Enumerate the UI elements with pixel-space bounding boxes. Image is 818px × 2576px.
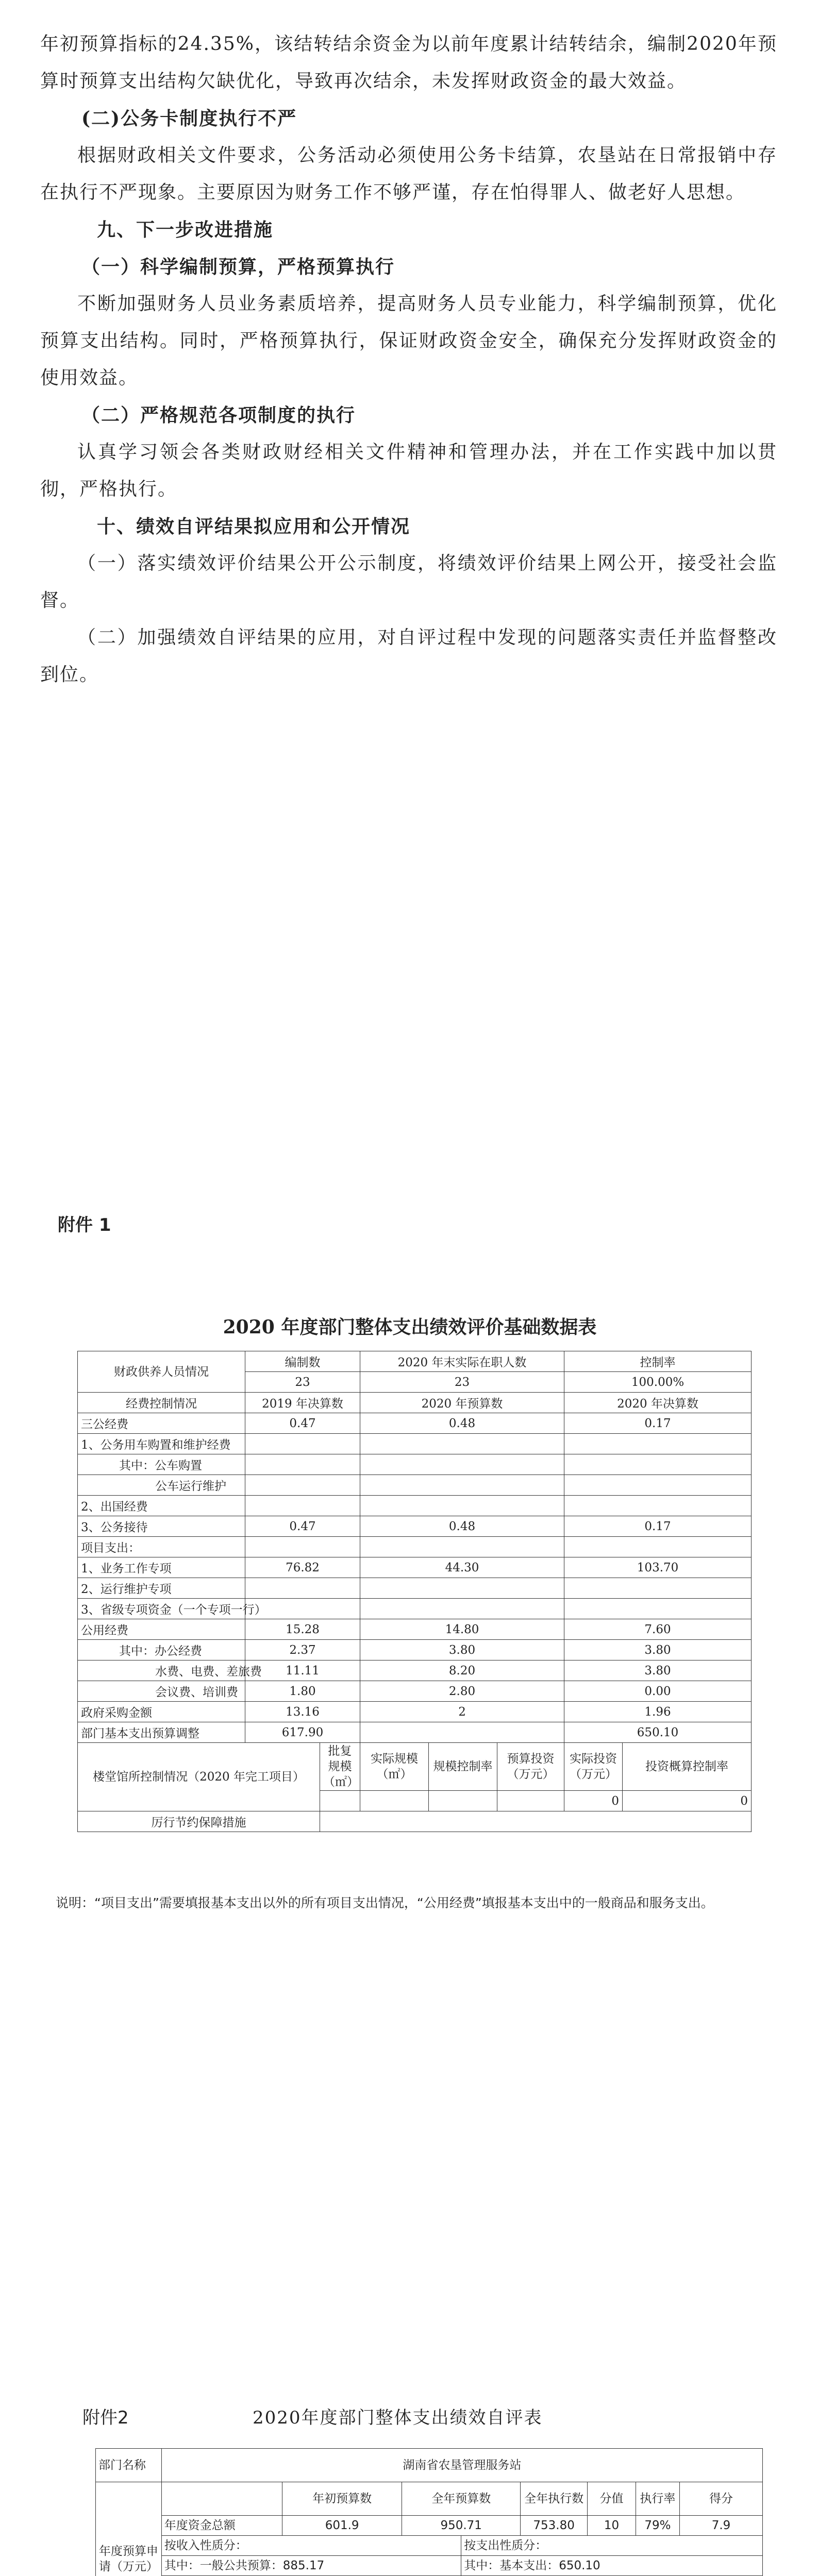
report-paragraph-5: （一）落实绩效评价结果公开公示制度，将绩效评价结果上网公开，接受社会监督。 — [40, 553, 777, 611]
cell — [429, 1791, 497, 1811]
row-label: 项目支出： — [78, 1537, 245, 1557]
cell: 76.82 — [245, 1557, 360, 1578]
actual-staff-value: 23 — [360, 1372, 564, 1393]
attachment1-title: 2020 年度部门整体支出绩效评价基础数据表 — [223, 1316, 597, 1338]
report-section — [40, 26, 777, 693]
cell — [245, 1496, 360, 1516]
budgeted-header: 编制数 — [245, 1351, 360, 1372]
col-header: 年初预算数 — [282, 2482, 402, 2516]
festival-label: 厉行节约保障措施 — [78, 1811, 320, 1832]
col-header: 批复规模（㎡） — [320, 1743, 360, 1791]
table-row — [78, 1454, 752, 1475]
col-header: 预算投资（万元） — [497, 1743, 564, 1791]
table-row — [78, 1578, 752, 1599]
heading-9-1: （一）科学编制预算，严格预算执行 — [81, 256, 395, 278]
budgeted-value: 23 — [245, 1372, 360, 1393]
cell: 650.10 — [564, 1722, 752, 1743]
cell — [360, 1434, 564, 1454]
table-row — [78, 1681, 752, 1702]
cell: 15.28 — [245, 1619, 360, 1640]
row-label: 政府采购金额 — [78, 1702, 245, 1722]
table-row — [96, 2482, 763, 2516]
table-row — [78, 1475, 752, 1496]
attachment2-title: 2020年度部门整体支出绩效自评表 — [253, 2408, 543, 2428]
cell: 13.16 — [245, 1702, 360, 1722]
table-row — [78, 1351, 752, 1372]
heading-card-system: (二)公务卡制度执行不严 — [81, 108, 297, 129]
row-label: 1、业务工作专项 — [78, 1557, 245, 1578]
cell: 3.80 — [564, 1640, 752, 1660]
cell: 7.60 — [564, 1619, 752, 1640]
cell — [360, 1791, 429, 1811]
cell — [245, 1475, 360, 1496]
cell: 753.80 — [521, 2516, 588, 2536]
cell: 79% — [636, 2516, 679, 2536]
row-label: 部门基本支出预算调整 — [78, 1722, 245, 1743]
cell — [564, 1496, 752, 1516]
cell — [360, 1722, 564, 1743]
cell — [564, 1475, 752, 1496]
col-header: 实际规模（㎡） — [360, 1743, 429, 1791]
table-row — [78, 1557, 752, 1578]
cell — [360, 1475, 564, 1496]
table-row — [96, 2556, 763, 2576]
basic-data-table — [77, 1351, 752, 1832]
cell: 8.20 — [360, 1660, 564, 1681]
row-label: 其中：公车购置 — [78, 1454, 245, 1475]
cell: 617.90 — [245, 1722, 360, 1743]
y2019-header: 2019 年决算数 — [245, 1393, 360, 1413]
table-row — [78, 1702, 752, 1722]
cell — [497, 1791, 564, 1811]
cell: 7.9 — [680, 2516, 763, 2536]
dept-name: 湖南省农垦管理服务站 — [161, 2449, 762, 2482]
col-header: 全年执行数 — [521, 2482, 588, 2516]
cell — [245, 1434, 360, 1454]
self-eval-table — [95, 2448, 763, 2576]
table-row — [78, 1722, 752, 1743]
report-paragraph-3: 不断加强财务人员业务素质培养，提高财务人员专业能力，科学编制预算，优化预算支出结构。同时，严格预算执行，保证财政资金安全，确保充分发挥财政资金的使用效益。 — [40, 293, 777, 388]
table-row — [78, 1599, 752, 1619]
budget-label: 年度预算申请（万元） — [96, 2482, 162, 2576]
y2020-budget-header: 2020 年预算数 — [360, 1393, 564, 1413]
cell — [564, 1537, 752, 1557]
building-label: 楼堂馆所控制情况（2020 年完工项目） — [78, 1743, 320, 1811]
col-header: 规模控制率 — [429, 1743, 497, 1791]
col-header: 投资概算控制率 — [623, 1743, 752, 1791]
cell — [360, 1454, 564, 1475]
table-row — [78, 1811, 752, 1832]
table-row — [78, 1743, 752, 1791]
cell: 0.48 — [360, 1413, 564, 1434]
report-paragraph-1: 年初预算指标的24.35%，该结转结余资金为以前年度累计结转结余，编制2020年预算时预算支出结构欠缺优化，导致再次结余，未发挥财政资金的最大效益。 — [40, 33, 777, 92]
cell — [564, 1434, 752, 1454]
table-note: 说明：“项目支出”需要填报基本支出以外的所有项目支出情况，“公用经费”填报基本支出中的一般商品和服务支出。 — [56, 1895, 714, 1910]
actual-staff-header: 2020 年末实际在职人数 — [360, 1351, 564, 1372]
cell — [564, 1454, 752, 1475]
row-label: 公车运行维护 — [78, 1475, 245, 1496]
funds-control-label: 经费控制情况 — [78, 1393, 245, 1413]
cell — [360, 1496, 564, 1516]
cell: 44.30 — [360, 1557, 564, 1578]
table-row — [78, 1496, 752, 1516]
cell: 10 — [588, 2516, 636, 2536]
cell: 按收入性质分： — [161, 2536, 461, 2556]
control-rate-value: 100.00% — [564, 1372, 752, 1393]
cell: 0.47 — [245, 1413, 360, 1434]
table-row — [96, 2536, 763, 2556]
table-row — [78, 1434, 752, 1454]
staff-label: 财政供养人员情况 — [78, 1351, 245, 1393]
row-label: 三公经费 — [78, 1413, 245, 1434]
cell — [360, 1599, 564, 1619]
y2020-final-header: 2020 年决算数 — [564, 1393, 752, 1413]
report-paragraph-6: （二）加强绩效自评结果的应用，对自评过程中发现的问题落实责任并监督整改到位。 — [40, 627, 777, 685]
report-paragraph-4: 认真学习领会各类财政财经相关文件精神和管理办法，并在工作实践中加以贯彻，严格执行。 — [40, 442, 777, 500]
table-row — [96, 2516, 763, 2536]
cell — [564, 1599, 752, 1619]
report-paragraph-2: 根据财政相关文件要求，公务活动必须使用公务卡结算，农垦站在日常报销中存在执行不严现象。主要原因为财务工作不够严谨，存在怕得罪人、做老好人思想。 — [40, 145, 777, 203]
cell: 3.80 — [564, 1660, 752, 1681]
cell — [245, 1537, 360, 1557]
cell: 601.9 — [282, 2516, 402, 2536]
col-header: 得分 — [680, 2482, 763, 2516]
cell: 0.47 — [245, 1516, 360, 1537]
cell: 0.48 — [360, 1516, 564, 1537]
cell — [245, 1578, 360, 1599]
cell: 0.17 — [564, 1413, 752, 1434]
cell — [161, 2482, 282, 2516]
cell — [360, 1578, 564, 1599]
table-row — [78, 1537, 752, 1557]
row-label: 其中：办公经费 — [78, 1640, 245, 1660]
cell: 2.37 — [245, 1640, 360, 1660]
total-label: 年度资金总额 — [161, 2516, 282, 2536]
row-label: 水费、电费、差旅费 — [78, 1660, 245, 1681]
col-header: 全年预算数 — [402, 2482, 521, 2516]
attachment2-header — [82, 2403, 753, 2429]
col-header: 执行率 — [636, 2482, 679, 2516]
control-rate-header: 控制率 — [564, 1351, 752, 1372]
cell: 1.96 — [564, 1702, 752, 1722]
row-label: 3、省级专项资金（一个专项一行） — [78, 1599, 245, 1619]
table-row — [78, 1619, 752, 1640]
cell: 0.00 — [564, 1681, 752, 1702]
cell — [320, 1791, 360, 1811]
table-row — [78, 1640, 752, 1660]
table-row — [78, 1660, 752, 1681]
cell: 950.71 — [402, 2516, 521, 2536]
cell: 0 — [623, 1791, 752, 1811]
heading-9-2: （二）严格规范各项制度的执行 — [81, 404, 356, 426]
cell: 按支出性质分： — [461, 2536, 763, 2556]
col-header: 分值 — [588, 2482, 636, 2516]
cell: 2 — [360, 1702, 564, 1722]
cell — [564, 1578, 752, 1599]
row-label: 会议费、培训费 — [78, 1681, 245, 1702]
cell: 11.11 — [245, 1660, 360, 1681]
row-label: 3、公务接待 — [78, 1516, 245, 1537]
cell: 0.17 — [564, 1516, 752, 1537]
table-row — [96, 2449, 763, 2482]
cell: 1.80 — [245, 1681, 360, 1702]
table-row — [78, 1413, 752, 1434]
cell — [245, 1454, 360, 1475]
cell: 其中：基本支出：650.10 — [461, 2556, 763, 2576]
row-label: 公用经费 — [78, 1619, 245, 1640]
cell: 14.80 — [360, 1619, 564, 1640]
row-label: 2、出国经费 — [78, 1496, 245, 1516]
cell: 其中：一般公共预算：885.17 — [161, 2556, 461, 2576]
heading-section-9: 九、下一步改进措施 — [97, 219, 274, 241]
cell: 103.70 — [564, 1557, 752, 1578]
cell — [360, 1537, 564, 1557]
table-row — [78, 1393, 752, 1413]
cell: 2.80 — [360, 1681, 564, 1702]
attachment1-label: 附件 1 — [58, 1215, 111, 1235]
heading-section-10: 十、绩效自评结果拟应用和公开情况 — [97, 516, 411, 537]
row-label: 1、公务用车购置和维护经费 — [78, 1434, 245, 1454]
dept-label: 部门名称 — [96, 2449, 162, 2482]
cell — [320, 1811, 752, 1832]
col-header: 实际投资（万元） — [564, 1743, 623, 1791]
cell: 0 — [564, 1791, 623, 1811]
table-row — [78, 1516, 752, 1537]
row-label: 2、运行维护专项 — [78, 1578, 245, 1599]
cell: 3.80 — [360, 1640, 564, 1660]
attachment2-label: 附件2 — [82, 2408, 129, 2428]
